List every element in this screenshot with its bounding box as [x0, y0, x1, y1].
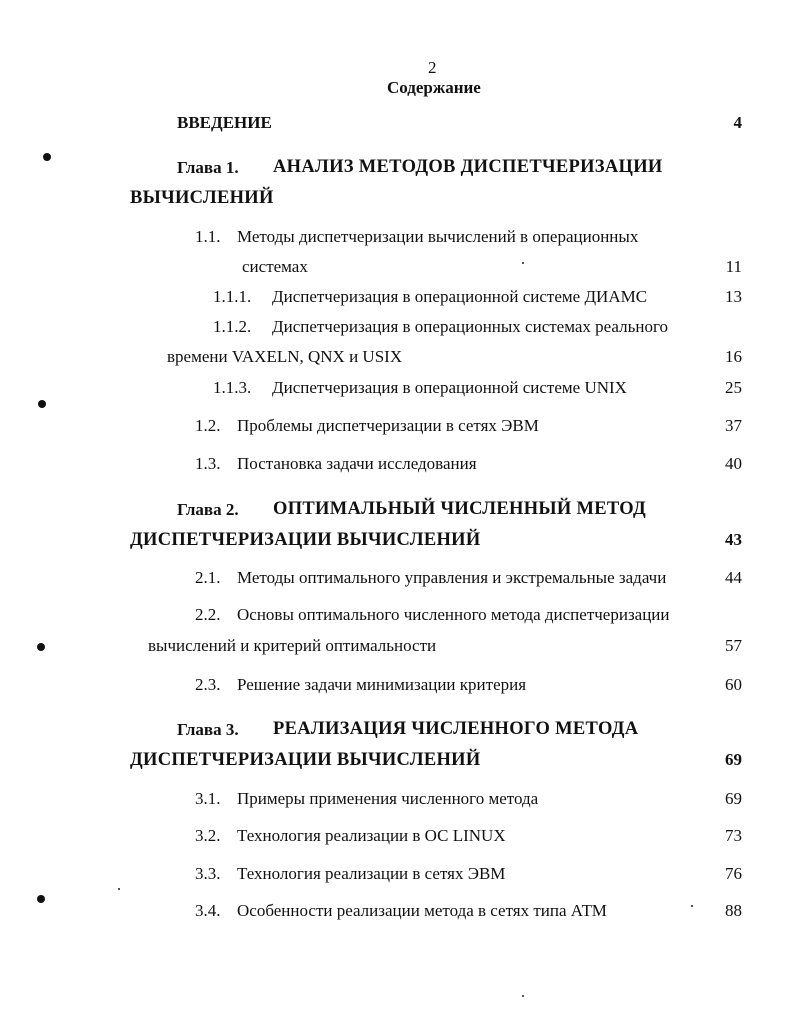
section-1-1-2-page: 16: [725, 347, 742, 366]
chapter-3-page: 69: [725, 750, 742, 769]
section-3-3-number: 3.3.: [195, 864, 221, 883]
section-3-1-page: 69: [725, 789, 742, 808]
binder-hole-mark: [38, 400, 46, 408]
section-1-3-title: Постановка задачи исследования: [237, 454, 477, 473]
section-3-2-number: 3.2.: [195, 826, 221, 845]
scan-speck: [522, 262, 524, 264]
section-2-2-number: 2.2.: [195, 605, 221, 624]
section-1-1-3-page: 25: [725, 378, 742, 397]
chapter-1-title-line2: ВЫЧИСЛЕНИЙ: [130, 188, 274, 208]
section-1-1-2-title-line1: Диспетчеризация в операционных системах реального: [272, 317, 668, 336]
section-3-2-page: 73: [725, 826, 742, 845]
chapter-2-page: 43: [725, 530, 742, 549]
section-3-3-page: 76: [725, 864, 742, 883]
section-3-1-title: Примеры применения численного метода: [237, 789, 539, 808]
section-1-1-3-title: Диспетчеризация в операционной системе UNIX: [272, 378, 627, 397]
section-1-1-1-title: Диспетчеризация в операционной системе ДИАМС: [272, 287, 648, 306]
section-1-1-title-line1: Методы диспетчеризации вычислений в операционных: [237, 227, 639, 246]
section-2-2-title-line2: вычислений и критерий оптимальности: [148, 636, 437, 655]
chapter-3-title-line2: ДИСПЕТЧЕРИЗАЦИИ ВЫЧИСЛЕНИЙ: [130, 750, 481, 770]
binder-hole-mark: [37, 895, 45, 903]
binder-hole-mark: [37, 643, 45, 651]
section-1-1-2-number: 1.1.2.: [213, 317, 252, 336]
section-2-3-page: 60: [725, 675, 742, 694]
toc-intro-label: ВВЕДЕНИЕ: [177, 113, 272, 132]
section-1-1-page: 11: [725, 257, 742, 276]
chapter-3-title-line1: РЕАЛИЗАЦИЯ ЧИСЛЕННОГО МЕТОДА: [273, 719, 639, 739]
section-2-2-title-line1: Основы оптимального численного метода диспетчеризации: [237, 605, 670, 624]
section-1-1-number: 1.1.: [195, 227, 221, 246]
section-2-3-number: 2.3.: [195, 675, 221, 694]
section-2-1-title: Методы оптимального управления и экстремальные задачи: [237, 568, 667, 587]
section-3-4-page: 88: [725, 901, 742, 920]
section-2-2-page: 57: [725, 636, 742, 655]
section-3-3-title: Технология реализации в сетях ЭВМ: [237, 864, 506, 883]
scan-speck: [118, 888, 120, 890]
section-3-4-number: 3.4.: [195, 901, 221, 920]
chapter-1-title-line1: АНАЛИЗ МЕТОДОВ ДИСПЕТЧЕРИЗАЦИИ: [273, 157, 663, 177]
section-1-1-3-number: 1.1.3.: [213, 378, 252, 397]
scan-speck: [522, 995, 524, 997]
section-1-2-number: 1.2.: [195, 416, 221, 435]
scan-speck: [691, 905, 693, 907]
section-1-3-number: 1.3.: [195, 454, 221, 473]
section-3-2-title: Технология реализации в ОС LINUX: [237, 826, 506, 845]
section-1-2-page: 37: [725, 416, 742, 435]
section-3-1-number: 3.1.: [195, 789, 221, 808]
section-1-2-title: Проблемы диспетчеризации в сетях ЭВМ: [237, 416, 539, 435]
section-1-3-page: 40: [725, 454, 742, 473]
toc-intro-page: 4: [733, 113, 742, 132]
section-2-1-page: 44: [725, 568, 742, 587]
section-1-1-1-page: 13: [725, 287, 742, 306]
page-title: Содержание: [387, 78, 481, 97]
page-number: 2: [428, 58, 437, 77]
chapter-2-label: Глава 2.: [177, 500, 239, 519]
chapter-2-title-line2: ДИСПЕТЧЕРИЗАЦИИ ВЫЧИСЛЕНИЙ: [130, 530, 481, 550]
chapter-3-label: Глава 3.: [177, 720, 239, 739]
section-1-1-2-title-line2: времени VAXELN, QNX и USIX: [167, 347, 403, 366]
section-3-4-title: Особенности реализации метода в сетях типа АТМ: [237, 901, 607, 920]
section-1-1-1-number: 1.1.1.: [213, 287, 252, 306]
chapter-1-label: Глава 1.: [177, 158, 239, 177]
chapter-2-title-line1: ОПТИМАЛЬНЫЙ ЧИСЛЕННЫЙ МЕТОД: [273, 499, 647, 519]
section-2-3-title: Решение задачи минимизации критерия: [237, 675, 527, 694]
binder-hole-mark: [43, 153, 51, 161]
section-1-1-title-line2: системах: [242, 257, 308, 276]
section-2-1-number: 2.1.: [195, 568, 221, 587]
